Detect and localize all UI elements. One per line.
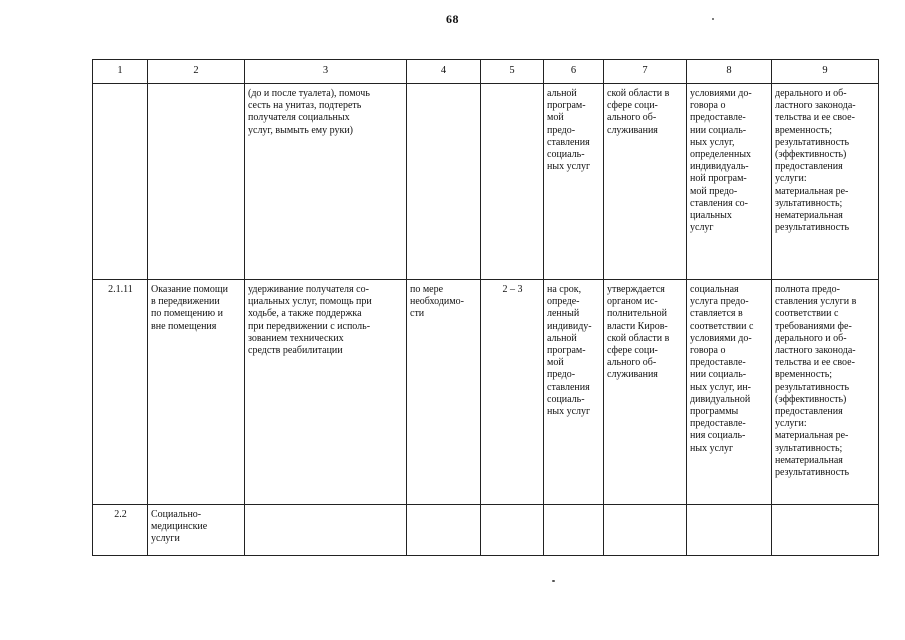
cell-text-line: циальных (690, 210, 732, 222)
service-name-cell (148, 505, 245, 556)
cell-text-line: ластного законода- (775, 100, 856, 112)
column-header: 8 (687, 60, 772, 84)
cell-text-line: говора о (690, 100, 726, 112)
cell-text-line: необходимо- (410, 296, 464, 308)
cell-text-line: предо- (547, 369, 576, 381)
service-name-cell (148, 280, 245, 505)
table-row (93, 84, 879, 280)
scan-speck (552, 580, 555, 582)
frequency-cell (407, 505, 481, 556)
cell-text-line: ных услуг (690, 442, 734, 454)
cell-text-line: сти (410, 308, 425, 320)
cell-text-line: социаль- (547, 149, 585, 161)
cell-text-line: услуга предо- (690, 296, 749, 308)
cell-text-line: (эффективность) (775, 393, 847, 405)
cell-text-line: органом ис- (607, 296, 658, 308)
cell-text-line: (до и после туалета), помочь (248, 88, 370, 99)
cell-text-line: в передвижении (151, 296, 220, 308)
cell-text-line: при передвижении с исполь- (248, 320, 371, 332)
cell-text-line: нии социаль- (690, 124, 747, 136)
term-cell (544, 505, 604, 556)
cell-text-line: служивания (607, 369, 658, 381)
cell-text-line: индивидуаль- (690, 161, 749, 173)
cell-text-line: зультативность; (775, 197, 843, 209)
cell-text-line: результативность (775, 136, 850, 148)
cell-text-line: опреде- (547, 296, 580, 308)
column-header: 6 (544, 60, 604, 84)
cell-text-line: зованием технических (248, 332, 344, 344)
cell-text-line: получателя социальных (248, 112, 350, 124)
cell-text-line: предоставле- (690, 357, 746, 369)
cell-text-line: программы (690, 406, 739, 418)
cell-text-line: услуг (690, 222, 714, 234)
cell-text-line: дивидуальной (690, 393, 751, 405)
cell-text-line: ального об- (607, 112, 657, 124)
cell-text-line: индивиду- (547, 320, 592, 332)
cell-text-line: на срок, (547, 284, 582, 295)
column-header: 3 (245, 60, 407, 84)
cell-text-line: результативность (775, 467, 850, 479)
cell-text-line: средств реабилитации (248, 345, 343, 357)
cell-text-line: альной (547, 88, 577, 99)
cell-text-line: сесть на унитаз, подтереть (248, 100, 362, 112)
services-table (92, 59, 879, 556)
cell-text-line: Социально- (151, 509, 202, 520)
cell-text-line: определенных (690, 149, 752, 161)
service-description-cell (245, 280, 407, 505)
cell-text-line: ставления (547, 136, 590, 148)
cell-text-line: ной програм- (690, 173, 747, 185)
row-number-cell: 2.2 (93, 505, 148, 556)
cell-text-line: ных услуг, (690, 136, 735, 148)
cell-text-line: услуги: (775, 418, 807, 430)
cell-text-line: услуг, вымыть ему руки) (248, 124, 353, 136)
table-row (93, 280, 879, 505)
cell-text-line: ных услуг, ин- (690, 381, 752, 393)
cell-text-line: тельства и ее свое- (775, 112, 855, 124)
column-header: 5 (481, 60, 544, 84)
cell-text-line: ставления (547, 381, 590, 393)
cell-text-line: полнительной (607, 308, 667, 320)
cell-text-line: циальных услуг, помощь при (248, 296, 372, 308)
page-number: 68 (446, 12, 459, 26)
cell-text-line: вне помещения (151, 320, 217, 332)
service-description-cell (245, 84, 407, 280)
cell-text-line: нематериальная (775, 454, 843, 466)
duration-cell (481, 505, 544, 556)
scan-speck (712, 18, 714, 20)
cell-text-line: полнота предо- (775, 284, 840, 295)
cell-text-line: дерального и об- (775, 332, 847, 344)
table-row (93, 505, 879, 556)
column-header: 1 (93, 60, 148, 84)
quality-indicators-cell (772, 505, 879, 556)
cell-text-line: нии социаль- (690, 369, 747, 381)
row-number-cell (93, 84, 148, 280)
duration-cell: 2 – 3 (481, 280, 544, 505)
cell-text-line: ния социаль- (690, 430, 746, 442)
tariff-cell (604, 505, 687, 556)
cell-text-line: мой (547, 357, 564, 369)
cell-text-line: материальная ре- (775, 430, 849, 442)
row-number-cell: 2.1.11 (93, 280, 148, 505)
cell-text-line: предоставления (775, 406, 843, 418)
cell-text-line: зультативность; (775, 442, 843, 454)
service-name-cell (148, 84, 245, 280)
column-header: 7 (604, 60, 687, 84)
cell-text-line: (эффективность) (775, 149, 847, 161)
cell-text-line: сфере соци- (607, 345, 658, 357)
cell-text-line: власти Киров- (607, 320, 668, 332)
cell-text-line: ставления услуги в (775, 296, 857, 308)
conditions-cell (687, 84, 772, 280)
tariff-cell (604, 84, 687, 280)
cell-text-line: ального об- (607, 357, 657, 369)
cell-text-line: результативность (775, 222, 850, 234)
column-header: 2 (148, 60, 245, 84)
cell-text-line: соответствии с (690, 320, 754, 332)
cell-text-line: утверждается (607, 284, 665, 295)
column-header: 4 (407, 60, 481, 84)
tariff-cell (604, 280, 687, 505)
cell-text-line: ской области в (607, 332, 670, 344)
cell-text-line: медицинские (151, 521, 208, 533)
cell-text-line: дерального и об- (775, 88, 847, 99)
cell-text-line: временность; (775, 124, 833, 136)
cell-text-line: ных услуг (547, 161, 591, 173)
cell-text-line: соответствии с (775, 308, 839, 320)
cell-text-line: предоставле- (690, 112, 746, 124)
cell-text-line: ленный (547, 308, 580, 320)
cell-text-line: програм- (547, 345, 586, 357)
cell-text-line: условиями до- (690, 332, 752, 344)
header-row (93, 60, 879, 84)
cell-text-line: предоставле- (690, 418, 746, 430)
cell-text-line: мой предо- (690, 185, 738, 197)
cell-text-line: по помещению и (151, 308, 223, 320)
cell-text-line: ской области в (607, 88, 670, 99)
cell-text-line: требованиями фе- (775, 320, 852, 332)
term-cell (544, 280, 604, 505)
cell-text-line: мой (547, 112, 564, 124)
cell-text-line: служивания (607, 124, 658, 136)
cell-text-line: програм- (547, 100, 586, 112)
cell-text-line: ластного законода- (775, 345, 856, 357)
cell-text-line: материальная ре- (775, 185, 849, 197)
cell-text-line: предо- (547, 124, 576, 136)
quality-indicators-cell (772, 84, 879, 280)
quality-indicators-cell (772, 280, 879, 505)
cell-text-line: Оказание помощи (151, 284, 228, 295)
conditions-cell (687, 505, 772, 556)
service-description-cell (245, 505, 407, 556)
cell-text-line: услуги (151, 533, 180, 545)
cell-text-line: ставления со- (690, 197, 748, 209)
column-header: 9 (772, 60, 879, 84)
cell-text-line: нематериальная (775, 210, 843, 222)
cell-text-line: ходьбе, а также поддержка (248, 308, 362, 320)
cell-text-line: тельства и ее свое- (775, 357, 855, 369)
frequency-cell (407, 84, 481, 280)
cell-text-line: по мере (410, 284, 444, 295)
cell-text-line: результативность (775, 381, 850, 393)
duration-cell (481, 84, 544, 280)
cell-text-line: сфере соци- (607, 100, 658, 112)
cell-text-line: предоставления (775, 161, 843, 173)
cell-text-line: ных услуг (547, 406, 591, 418)
cell-text-line: ставляется в (690, 308, 743, 320)
term-cell (544, 84, 604, 280)
cell-text-line: услуги: (775, 173, 807, 185)
conditions-cell (687, 280, 772, 505)
cell-text-line: удерживание получателя со- (248, 284, 369, 295)
cell-text-line: социальная (690, 284, 739, 295)
cell-text-line: условиями до- (690, 88, 752, 99)
frequency-cell (407, 280, 481, 505)
cell-text-line: альной (547, 332, 577, 344)
cell-text-line: говора о (690, 345, 726, 357)
cell-text-line: временность; (775, 369, 833, 381)
cell-text-line: социаль- (547, 393, 585, 405)
